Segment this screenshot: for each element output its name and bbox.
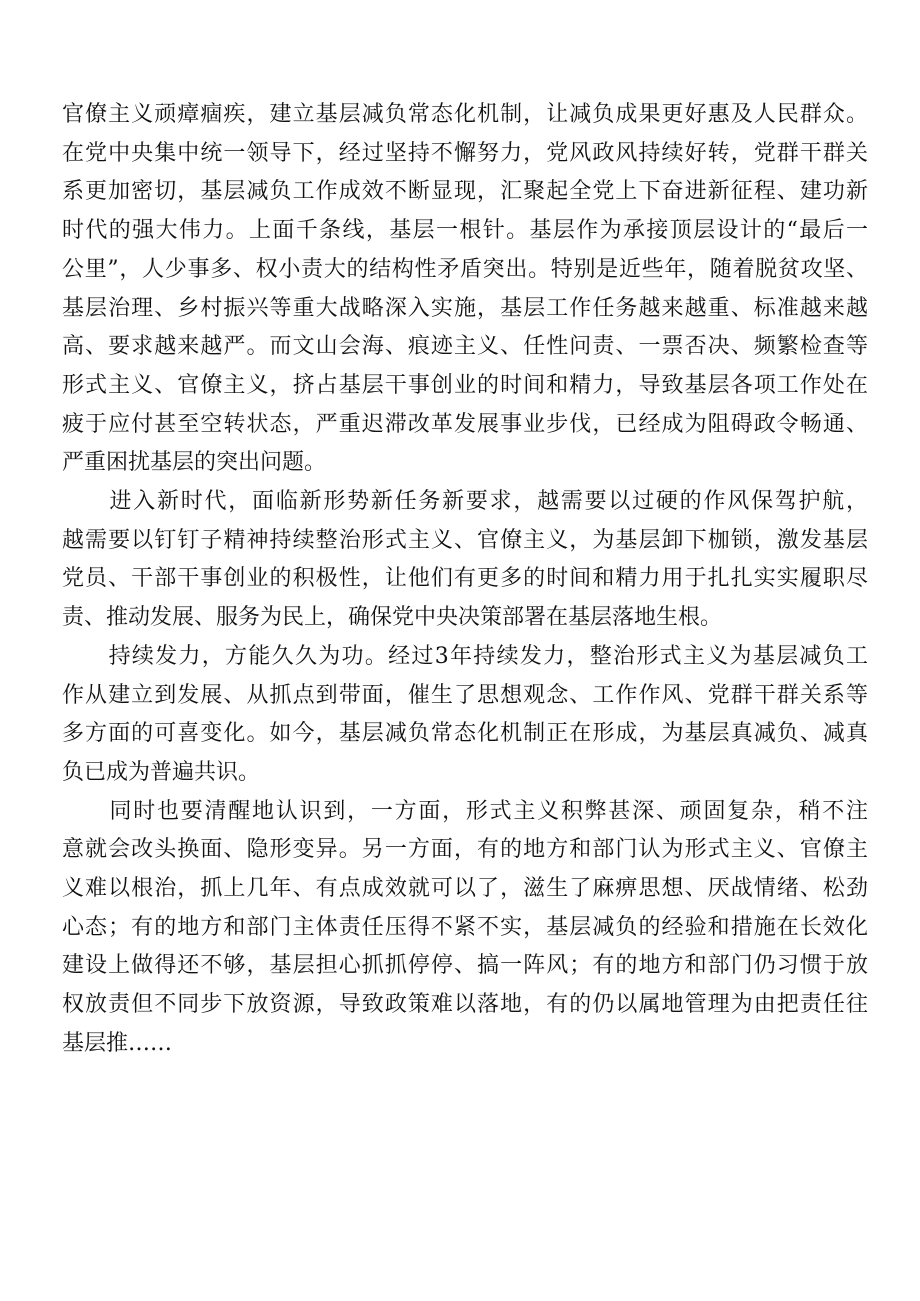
text-line: 越需要以钉钉子精神持续整治形式主义、官僚主义，为基层卸下枷锁，激发基层 <box>62 527 868 553</box>
text-line: 意就会改头换面、隐形变异。另一方面，有的地方和部门认为形式主义、官僚主 <box>62 837 868 863</box>
text-line: 权放责但不同步下放资源，导致政策难以落地，有的仍以属地管理为由把责任往 <box>62 992 868 1018</box>
text-line: 负已成为普遍共识。 <box>62 759 261 785</box>
text-line: 义难以根治，抓上几年、有点成效就可以了，滋生了麻痹思想、厌战情绪、松劲 <box>62 876 868 902</box>
text-line: 作从建立到发展、从抓点到带面，催生了思想观念、工作作风、党群干群关系等 <box>62 682 868 708</box>
paragraph-1 <box>62 96 868 483</box>
text-line: 党员、干部干事创业的积极性，让他们有更多的时间和精力用于扎扎实实履职尽 <box>62 566 868 592</box>
document-body <box>62 96 868 1064</box>
text-line: 责、推动发展、服务为民上，确保党中央决策部署在基层落地生根。 <box>62 605 723 631</box>
text-line: 同时也要清醒地认识到，一方面，形式主义积弊甚深、顽固复杂，稍不注 <box>62 798 868 824</box>
text-line: 时代的强大伟力。上面千条线，基层一根针。基层作为承接顶层设计的“最后一 <box>62 218 868 244</box>
text-line: 多方面的可喜变化。如今，基层减负常态化机制正在形成，为基层真减负、减真 <box>62 721 868 747</box>
text-line: 系更加密切，基层减负工作成效不断显现，汇聚起全党上下奋进新征程、建功新 <box>62 179 868 205</box>
text-line: 进入新时代，面临新形势新任务新要求，越需要以过硬的作风保驾护航， <box>62 489 868 515</box>
text-line: 严重困扰基层的突出问题。 <box>62 450 327 476</box>
text-line: 公里”，人少事多、权小责大的结构性矛盾突出。特别是近些年，随着脱贫攻坚、 <box>62 256 868 282</box>
text-line: 疲于应付甚至空转状态，严重迟滞改革发展事业步伐，已经成为阻碍政令畅通、 <box>62 411 868 437</box>
text-line: 心态；有的地方和部门主体责任压得不紧不实，基层减负的经验和措施在长效化 <box>62 914 868 940</box>
paragraph-3 <box>62 638 868 793</box>
text-line: 持续发力，方能久久为功。经过3年持续发力，整治形式主义为基层减负工 <box>62 643 868 669</box>
paragraph-2 <box>62 483 868 638</box>
text-line: 官僚主义顽瘴痼疾，建立基层减负常态化机制，让减负成果更好惠及人民群众。 <box>62 102 868 127</box>
paragraph-4 <box>62 793 868 1064</box>
text-line: 在党中央集中统一领导下，经过坚持不懈努力，党风政风持续好转，党群干群关 <box>62 140 868 166</box>
text-line: 形式主义、官僚主义，挤占基层干事创业的时间和精力，导致基层各项工作处在 <box>62 372 868 398</box>
text-line: 基层治理、乡村振兴等重大战略深入实施，基层工作任务越来越重、标准越来越 <box>62 295 868 321</box>
text-line: 基层推…… <box>62 1030 173 1056</box>
text-line: 高、要求越来越严。而文山会海、痕迹主义、任性问责、一票否决、频繁检查等 <box>62 334 868 360</box>
text-line: 建设上做得还不够，基层担心抓抓停停、搞一阵风；有的地方和部门仍习惯于放 <box>62 953 868 979</box>
